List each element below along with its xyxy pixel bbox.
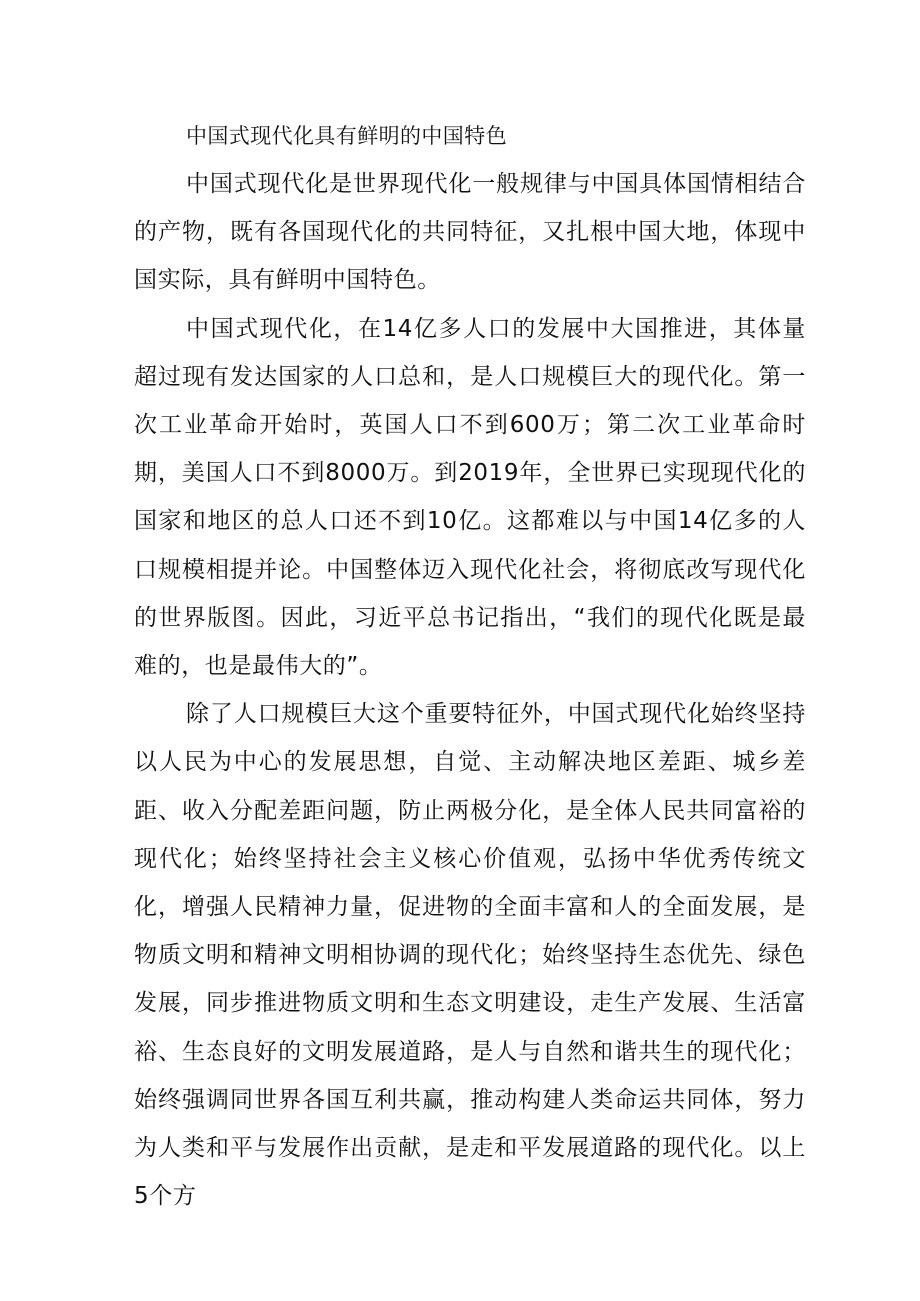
paragraph-intro: 中国式现代化是世界现代化一般规律与中国具体国情相结合的产物，既有各国现代化的共同特征，又扎根中国大地，体现中国实际，具有鲜明中国特色。 <box>134 171 806 294</box>
document-body <box>134 112 806 1220</box>
paragraph-features: 除了人口规模巨大这个重要特征外，中国式现代化始终坚持以人民为中心的发展思想，自觉、主动解决地区差距、城乡差距、收入分配差距问题，防止两极分化，是全体人民共同富裕的现代化；始终坚持社会主义核心价值观，弘扬中华优秀传统文化，增强人民精神力量，促进物的全面丰富和人的全面发展，是物质文明和精神文明相协调的现代化；始终坚持生态优先、绿色发展，同步推进物质文明和生态文明建设，走生产发展、生活富裕、生态良好的文明发展道路，是人与自然和谐共生的现代化；始终强调同世界各国互利共赢，推动构建人类命运共同体，努力为人类和平与发展作出贡献，是走和平发展道路的现代化。以上5个方 <box>134 701 806 1210</box>
document-title: 中国式现代化具有鲜明的中国特色 <box>186 124 507 148</box>
paragraph-population: 中国式现代化，在14亿多人口的发展中大国推进，其体量超过现有发达国家的人口总和，是人口规模巨大的现代化。第一次工业革命开始时，英国人口不到600万；第二次工业革命时期，美国人口不到8000万。到2019年，全世界已实现现代化的国家和地区的总人口还不到10亿。这都难以与中国14亿多的人口规模相提并论。中国整体迈入现代化社会，将彻底改写现代化的世界版图。因此，习近平总书记指出，“我们的现代化既是最难的，也是最伟大的”。 <box>134 315 806 680</box>
